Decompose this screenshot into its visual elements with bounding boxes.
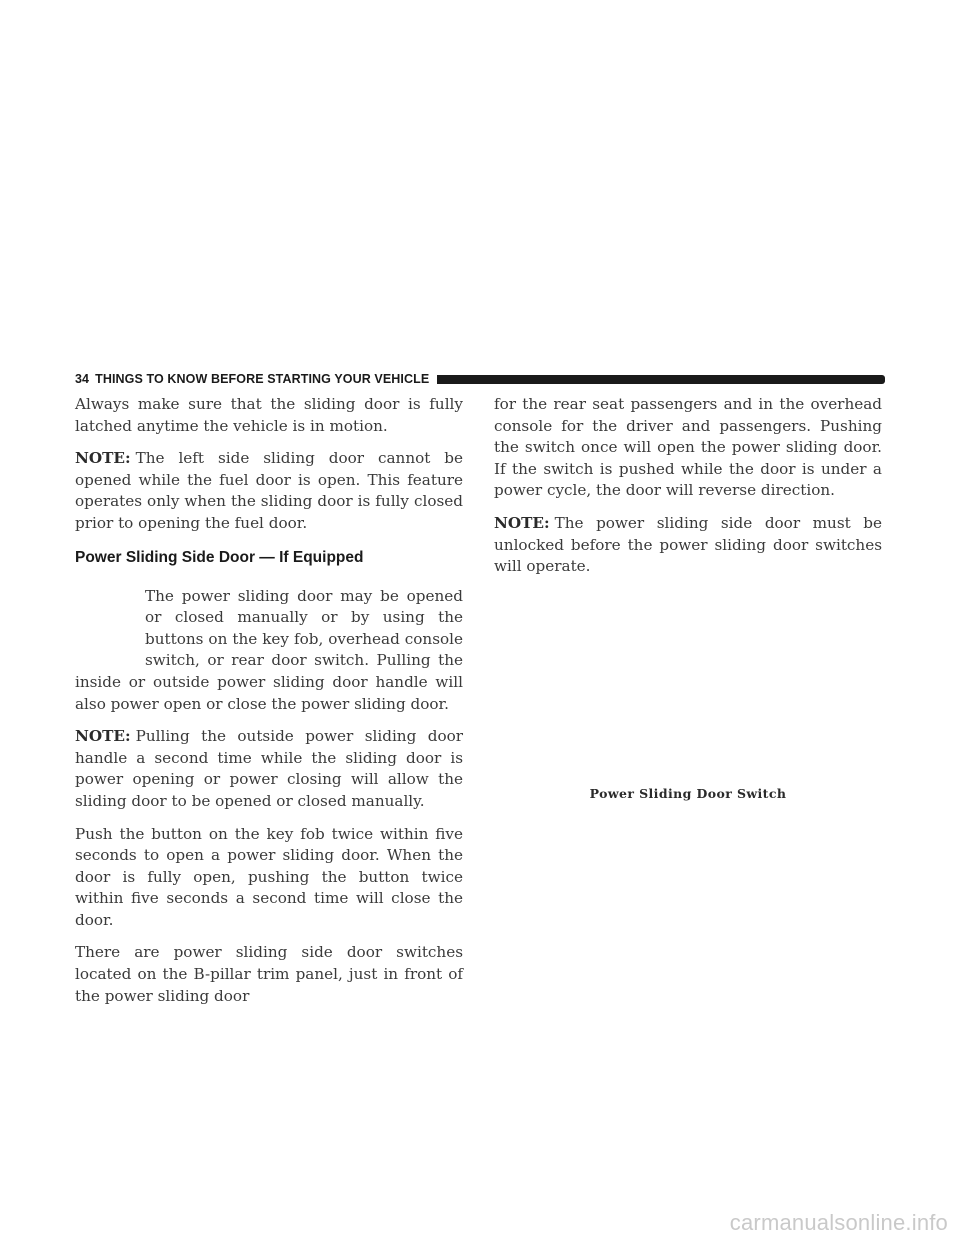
left-column bbox=[75, 394, 463, 1018]
header-rule bbox=[437, 375, 885, 384]
note-text: Pulling the outside power sliding door handle a second time while the sliding door is power opening or power closing will allow the sliding door to be opened or closed manually. bbox=[75, 727, 463, 810]
note-label: NOTE: bbox=[75, 727, 131, 746]
paragraph-text: The power sliding door may be opened or closed manually or by using the buttons on the key fob, overhead console switch, or rear door switch. Pulling the inside or outside power sliding door handle will also power open or close the power sliding door. bbox=[75, 586, 463, 713]
page-header bbox=[75, 371, 885, 387]
figure-image-area bbox=[494, 545, 882, 775]
note-manual-override bbox=[75, 726, 463, 812]
power-door-icon-placeholder bbox=[75, 588, 141, 670]
chapter-title: THINGS TO KNOW BEFORE STARTING YOUR VEHICLE bbox=[95, 372, 430, 386]
paragraph-switch-locations: There are power sliding side door switches located on the B-pillar trim panel, just in front of the power sliding door bbox=[75, 943, 463, 1005]
section-heading: Power Sliding Side Door — If Equipped bbox=[75, 548, 364, 566]
page-number: 34 bbox=[75, 372, 90, 386]
watermark: carmanualsonline.info bbox=[729, 1210, 948, 1235]
paragraph-key-fob: Push the button on the key fob twice within five seconds to open a power sliding door. When the door is fully open, pushing the button twice within five seconds a second time will close the door. bbox=[75, 824, 463, 929]
note-label: NOTE: bbox=[494, 513, 550, 532]
paragraph-switch-operation: for the rear seat passengers and in the overhead console for the driver and passengers. Pushing the switch once will open the power sliding door. If the switch is pushed while the door is under a power cycle, the door will reverse direction. bbox=[494, 395, 882, 500]
note-label: NOTE: bbox=[75, 449, 131, 468]
note-text: The left side sliding door cannot be opened while the fuel door is open. This feature operates only when the sliding door is fully closed prior to opening the fuel door. bbox=[75, 449, 463, 532]
paragraph-latch-warning: Always make sure that the sliding door is fully latched anytime the vehicle is in motion. bbox=[75, 395, 463, 435]
note-text: The power sliding side door must be unlocked before the power sliding door switches will operate. bbox=[494, 513, 882, 576]
figure-caption: Power Sliding Door Switch bbox=[589, 786, 787, 801]
paragraph-power-door-intro bbox=[75, 586, 463, 716]
note-fuel-door bbox=[75, 448, 463, 534]
